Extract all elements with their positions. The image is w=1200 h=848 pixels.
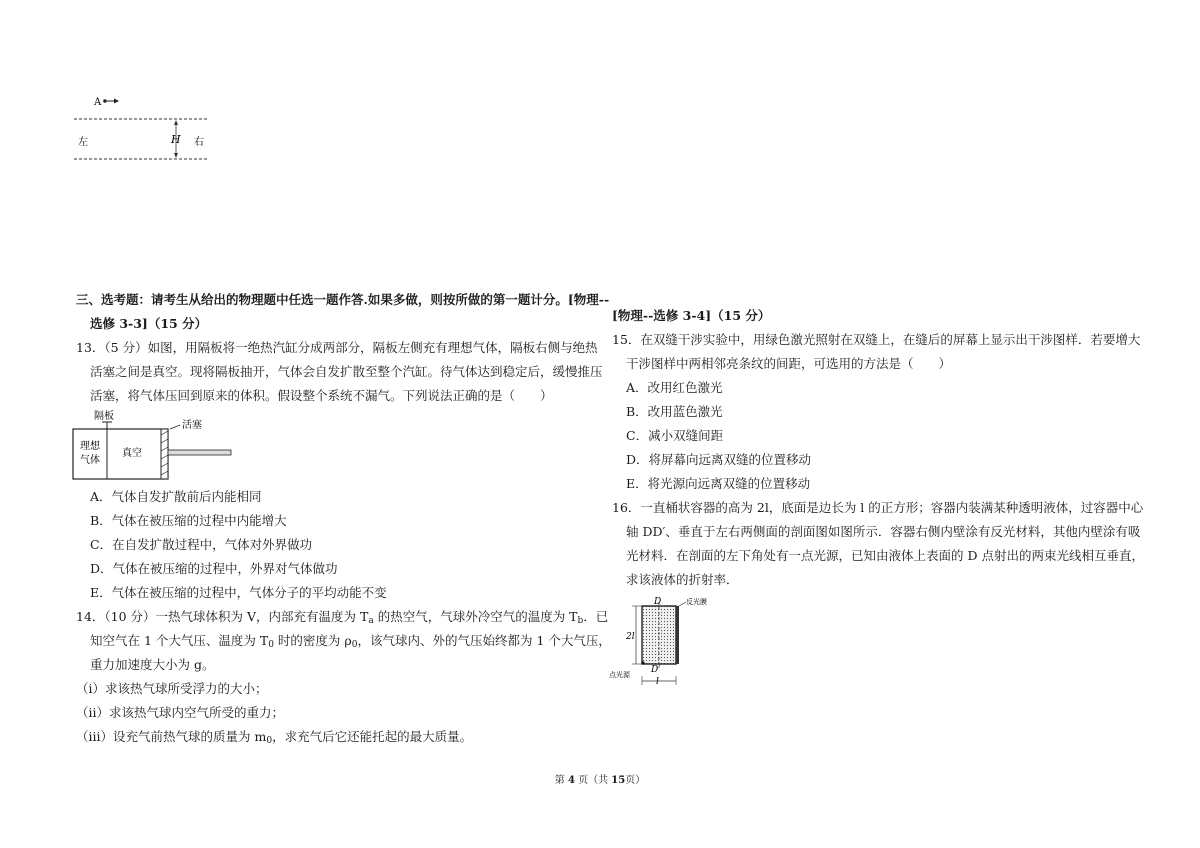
label-2l: 2l (626, 632, 635, 642)
cylinder (73, 429, 168, 479)
piston-rod (168, 450, 231, 455)
q15-option-c: C．减小双缝间距 (626, 428, 724, 443)
page-number: 4 (567, 775, 575, 786)
q13-option-e: E．气体在被压缩的过程中，气体分子的平均动能不变 (90, 585, 387, 600)
gas-label: 气体 (80, 455, 100, 466)
q15-stem: 15．在双缝干涉实验中，用绿色激光照射在双缝上，在缝后的屏幕上显示出干涉图样．若要增大 (612, 332, 1141, 347)
q14-stem: 14．（10 分）一热气球体积为 V，内部充有温度为 $T_a$ 的热空气，气球外冷空气的温度为 $T_b$．已 (76, 609, 609, 626)
container-figure (606, 596, 716, 691)
q16-stem: 求该液体的折射率． (626, 572, 739, 587)
mirror-label: 反光膜 (686, 598, 707, 606)
q13-option-b: B．气体在被压缩的过程中内能增大 (90, 513, 287, 528)
q15-option-e: E．将光源向远离双缝的位置移动 (626, 476, 811, 491)
q14-sub-iii: （iii）设充气前热气球的质量为 $m_0$，求充气后它还能托起的最大质量。 (76, 729, 473, 746)
point-source (641, 661, 644, 664)
label-h: H (171, 133, 181, 146)
q13-stem: 活塞，将气体压回到原来的体积。假设整个系统不漏气。下列说法正确的是（ ） (90, 388, 553, 403)
q16-stem: 16．一直桶状容器的高为 2l，底面是边长为 l 的正方形；容器内装满某种透明液体，过容器中心 (612, 500, 1144, 515)
q13-option-d: D．气体在被压缩的过程中，外界对气体做功 (90, 561, 338, 576)
q15-stem: 干涉图样中两相邻亮条纹的间距，可选用的方法是（ ） (626, 356, 952, 371)
q14-stem: 重力加速度大小为 g。 (90, 657, 215, 672)
vacuum-label: 真空 (122, 448, 142, 459)
label-d-prime: D′ (651, 665, 661, 675)
q15-option-d: D．将屏幕向远离双缝的位置移动 (626, 452, 812, 467)
label-d: D (654, 597, 662, 607)
q14-stem: 知空气在 1 个大气压、温度为 $T_0$ 时的密度为 $\rho_0$，该气球内、外的气压始终都为 1 个大气压， (90, 633, 611, 650)
gas-label: 理想 (80, 441, 100, 452)
q15-option-a: A．改用红色激光 (626, 380, 723, 395)
q15-option-b: B．改用蓝色激光 (626, 404, 723, 419)
page-total: 15 (611, 775, 626, 786)
figure-strip (70, 88, 220, 168)
q13-option-a: A．气体自发扩散前后内能相同 (90, 489, 262, 504)
label-left: 左 (78, 137, 88, 148)
reflective-wall (676, 606, 679, 664)
section-heading-3-4: [物理--选修 3-4]（15 分） (612, 308, 771, 323)
q14-sub-i: （i）求该热气球所受浮力的大小； (76, 681, 268, 696)
q13-stem: 13．（5 分）如图，用隔板将一绝热汽缸分成两部分，隔板左侧充有理想气体，隔板右侧与绝热 (76, 340, 598, 355)
q16-stem: 光材料．在剖面的左下角处有一点光源，已知由液体上表面的 D 点射出的两束光线相互垂直， (626, 548, 1144, 563)
q14-sub-ii: （ii）求该热气球内空气所受的重力； (76, 705, 284, 720)
page-footer: 第 4 页（共 15页） (554, 775, 646, 786)
cylinder-figure (72, 405, 242, 485)
label-a: A (94, 97, 102, 108)
piston-label: 活塞 (182, 420, 202, 431)
section-heading-cont: 选修 3-3]（15 分） (90, 316, 208, 331)
partition-label: 隔板 (94, 411, 114, 422)
point-a (103, 99, 107, 103)
source-label: 点光源 (609, 671, 630, 679)
q16-stem: 轴 DD′、垂直于左右两侧面的剖面图如图所示．容器右侧内壁涂有反光材料，其他内壁涂有吸 (626, 524, 1141, 539)
q13-option-c: C．在自发扩散过程中，气体对外界做功 (90, 537, 313, 552)
label-right: 右 (194, 137, 204, 148)
label-l: l (656, 677, 659, 687)
q13-stem: 活塞之间是真空。现将隔板抽开，气体会自发扩散至整个汽缸。待气体达到稳定后，缓慢推压 (90, 364, 603, 379)
section-heading: 三、选考题：请考生从给出的物理题中任选一题作答.如果多做，则按所做的第一题计分。[物理-- (76, 292, 610, 307)
